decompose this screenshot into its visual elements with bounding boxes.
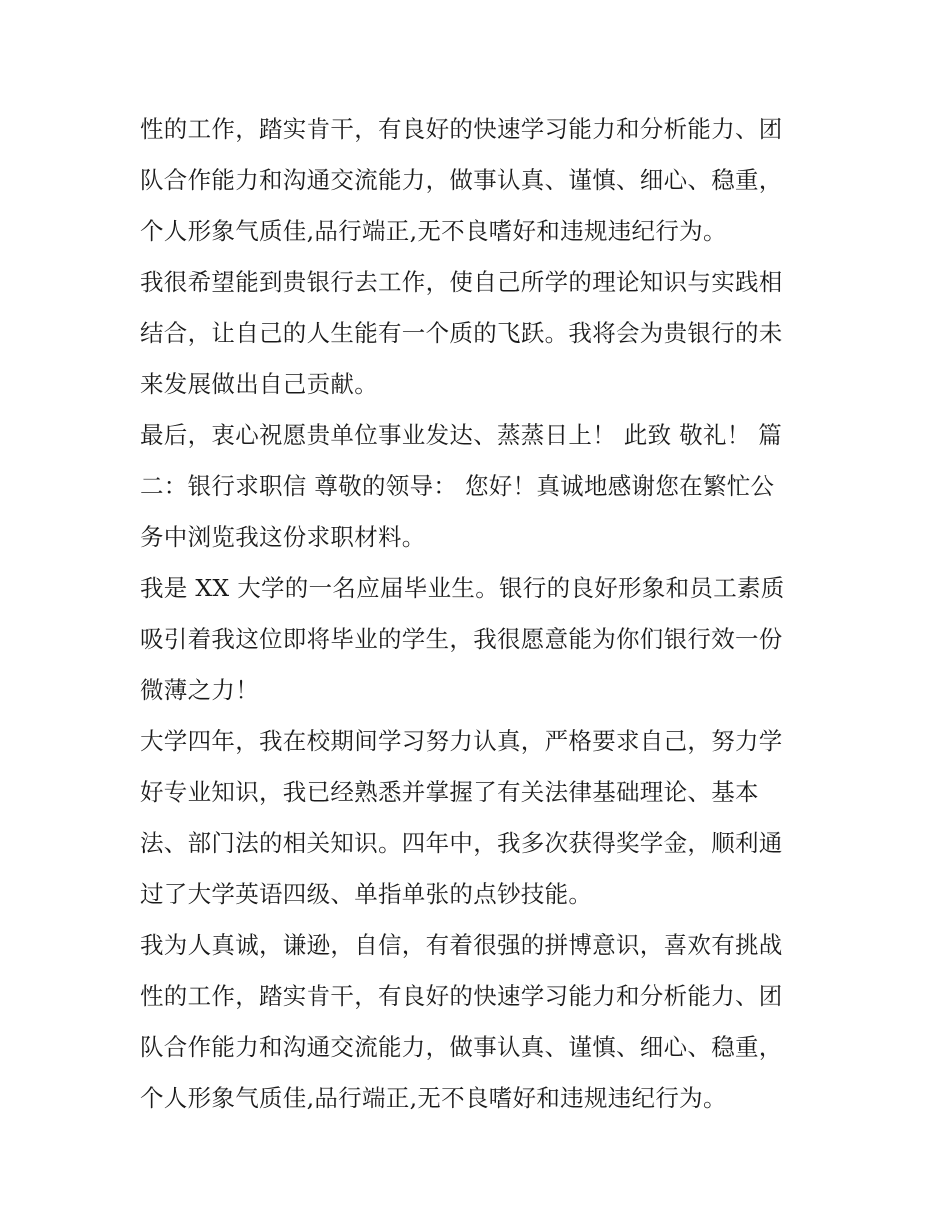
text-line: 个人形象气质佳,品行端正,无不良嗜好和违规违纪行为。 [140, 1084, 727, 1112]
text-line: 法、部门法的相关知识。四年中，我多次获得奖学金，顺利通 [140, 829, 783, 857]
text-line: 最后，衷心祝愿贵单位事业发达、蒸蒸日上！ 此致 敬礼！ 篇 [140, 421, 783, 449]
text-line: 性的工作，踏实肯干，有良好的快速学习能力和分析能力、团 [140, 982, 783, 1010]
text-line: 大学四年，我在校期间学习努力认真，严格要求自己，努力学 [140, 727, 783, 755]
text-line: 队合作能力和沟通交流能力，做事认真、谨慎、细心、稳重， [140, 1033, 783, 1061]
text-line: 结合，让自己的人生能有一个质的飞跃。我将会为贵银行的未 [140, 319, 783, 347]
text-line: 队合作能力和沟通交流能力，做事认真、谨慎、细心、稳重， [140, 166, 783, 194]
text-line: 好专业知识，我已经熟悉并掌握了有关法律基础理论、基本 [140, 778, 759, 806]
body-text [140, 104, 830, 1124]
text-line: 吸引着我这位即将毕业的学生，我很愿意能为你们银行效一份 [140, 625, 783, 653]
text-line: 微薄之力！ [140, 676, 259, 704]
text-line: 过了大学英语四级、单指单张的点钞技能。 [140, 880, 593, 908]
text-line: 来发展做出自己贡献。 [140, 370, 378, 398]
text-line: 个人形象气质佳,品行端正,无不良嗜好和违规违纪行为。 [140, 217, 727, 245]
text-line: 我很希望能到贵银行去工作，使自己所学的理论知识与实践相 [140, 268, 783, 296]
text-line: 务中浏览我这份求职材料。 [140, 523, 426, 551]
text-line: 性的工作，踏实肯干，有良好的快速学习能力和分析能力、团 [140, 115, 783, 143]
text-line: 二：银行求职信 尊敬的领导： 您好！真诚地感谢您在繁忙公 [140, 472, 775, 500]
text-line: 我是 XX 大学的一名应届毕业生。银行的良好形象和员工素质 [140, 574, 785, 602]
text-line: 我为人真诚，谦逊，自信，有着很强的拼博意识，喜欢有挑战 [140, 931, 783, 959]
